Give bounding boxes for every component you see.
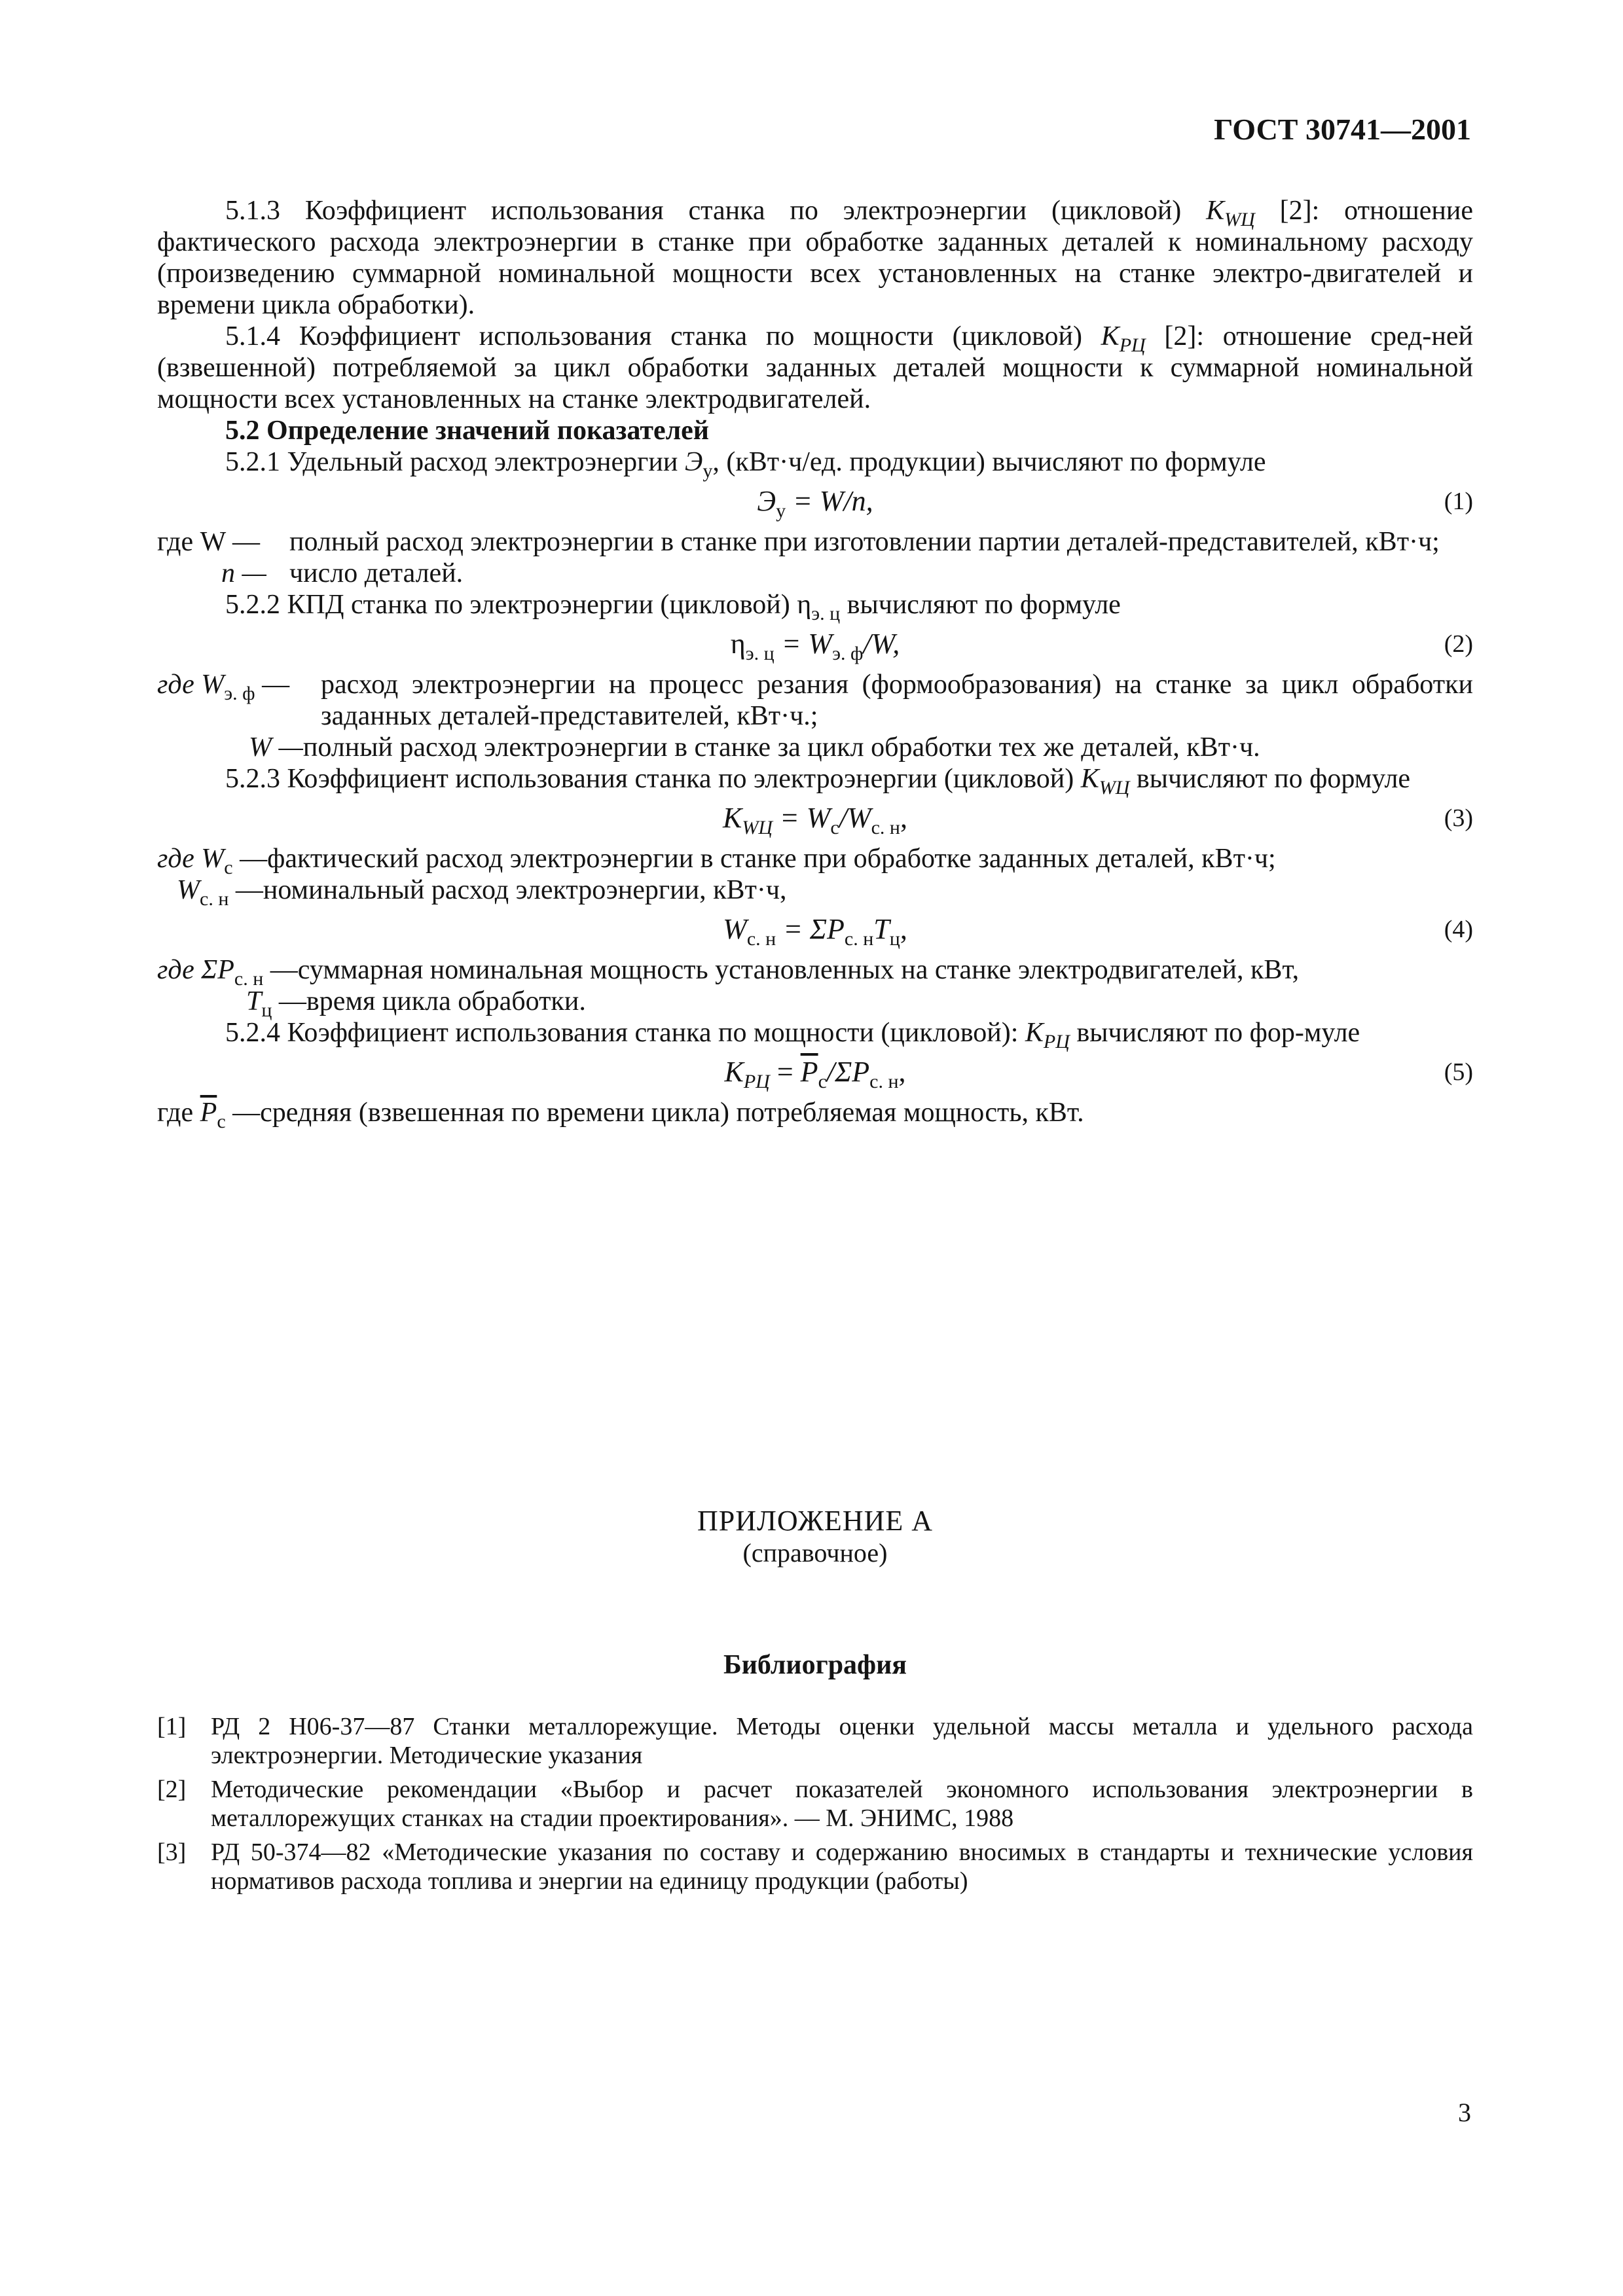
formula-number: (1) [1444, 488, 1473, 515]
appendix-heading [157, 1504, 1473, 1568]
appendix-title: ПРИЛОЖЕНИЕ А [697, 1505, 934, 1537]
formula-number: (2) [1444, 630, 1473, 658]
paragraph-5-2-4: 5.2.4 Коэффициент использования станка по мощности (цикловой): $K_{PЦ}$ вычисляют по фор-муле [225, 1018, 1360, 1052]
standard-code-header: ГОСТ 30741—2001 [1214, 113, 1471, 146]
formula-number: (5) [1444, 1058, 1473, 1086]
formula-4: $W_{с. н} = \Sigma P_{с. н}T_ц$, (4) [157, 908, 1473, 950]
legend-row: где W — полный расход электроэнергии в станке при изготовлении партии деталей-представителей, кВт·ч; [157, 527, 1440, 557]
formula-5: $K_{PЦ} = \overline{P}_с/\Sigma P_{с. н}$, (5) [157, 1051, 1473, 1093]
appendix-subtitle: (справочное) [742, 1538, 888, 1568]
page-number: 3 [1458, 2098, 1471, 2127]
legend-row: где $\Sigma P_{с. н}$ — суммарная номинальная мощность установленных на станке электродвигателей, кВт, [157, 955, 1300, 990]
legend-row: W — полный расход электроэнергии в станке за цикл обработки тех же деталей, кВт·ч. [249, 732, 1260, 762]
bibliography-item: [3] РД 50-374—82 «Методические указания по составу и содержанию вносимых в стандарты и технические условия нормативов расхода топлива и энергии на единицу продукции (работы) [157, 1839, 1473, 1895]
paragraph-5-2-3: 5.2.3 Коэффициент использования станка по электроэнергии (цикловой) $K_{WЦ}$ вычисляют по формуле [225, 764, 1411, 798]
paragraph-5-1-3: 5.1.3 Коэффициент использования станка по электроэнергии (цикловой) $K_{WЦ}$ [2]: отношение фактического расхода электроэнергии в станке при обработке заданных деталей к номинальному расходу (произведению суммарной номинальной мощности всех установленных на станке электро-двигателей и времени цикла обработки). [157, 196, 1473, 320]
formula-1: $Э_у = W/n$, (1) [157, 480, 1473, 522]
legend-row: где $W_{э. ф}$ — расход электроэнергии на процесс резания (формообразования) на станке за цикл обработки заданных деталей-представителей, кВт·ч.; [157, 670, 1473, 731]
paragraph-5-2-1: 5.2.1 Удельный расход электроэнергии $Э_у$, (кВт·ч/ед. продукции) вычисляют по формуле [225, 447, 1266, 482]
legend-row: $W_{с. н}$ — номинальный расход электроэнергии, кВт·ч, [177, 875, 787, 910]
paragraph-5-1-4: 5.1.4 Коэффициент использования станка по мощности (цикловой) $K_{PЦ}$ [2]: отношение сред-ней (взвешенной) потребляемой за цикл обработки заданных деталей мощности к суммарной номинальной мощности всех установленных на станке электродвигателей. [157, 321, 1473, 414]
legend-row: где $\overline{P}_с$ — средняя (взвешенная по времени цикла) потребляемая мощность, кВт. [157, 1098, 1084, 1132]
formula-number: (4) [1444, 916, 1473, 943]
legend-row: где $W_с$ — фактический расход электроэнергии в станке при обработке заданных деталей, кВт·ч; [157, 844, 1276, 878]
bibliography-title: Библиография [723, 1650, 907, 1680]
section-heading-5-2: 5.2 Определение значений показателей [225, 416, 709, 446]
formula-2: $\eta_{э. ц} = W_{э. ф}/W$, (2) [157, 623, 1473, 665]
formula-3: $K_{WЦ} = W_с/W_{с. н}$, (3) [157, 797, 1473, 839]
bibliography-list [157, 1712, 1473, 1901]
bibliography-item: [1] РД 2 Н06-37—87 Станки металлорежущие. Методы оценки удельной массы металла и удельного расхода электроэнергии. Методические указания [157, 1713, 1473, 1769]
bibliography-item: [2] Методические рекомендации «Выбор и расчет показателей экономного использования электроэнергии в металлорежущих станках на стадии проектирования». — М. ЭНИМС, 1988 [157, 1776, 1473, 1832]
legend-row: n — число деталей. [221, 558, 464, 588]
legend-row: $T_ц$ — время цикла обработки. [246, 986, 586, 1021]
paragraph-5-2-2: 5.2.2 КПД станка по электроэнергии (цикловой) $\eta_{э. ц}$ вычисляют по формуле [225, 590, 1121, 624]
main-text [157, 195, 1473, 1132]
formula-number: (3) [1444, 804, 1473, 832]
